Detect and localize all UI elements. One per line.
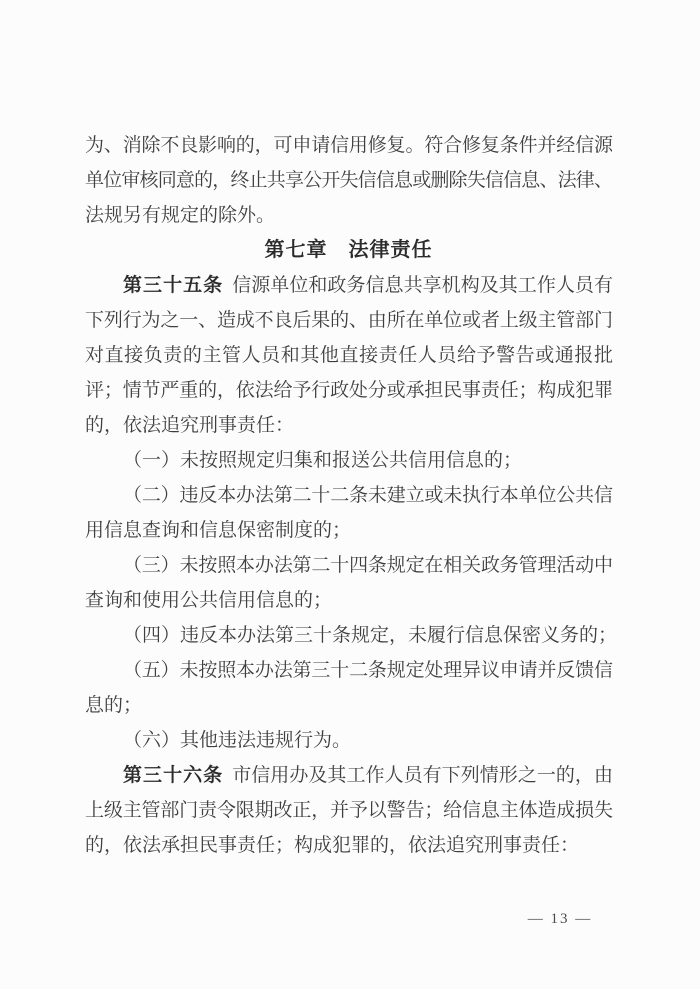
article-36-line: 的，依法承担民事责任；构成犯罪的，依法追究刑事责任： xyxy=(85,835,580,856)
article-36-number: 第三十六条 xyxy=(123,765,224,786)
article-36-opening-text: 市信用办及其工作人员有下列情形之一的，由 xyxy=(232,765,612,786)
intro-paragraph-line: 法规另有规定的除外。 xyxy=(85,205,276,226)
article-35-number: 第三十五条 xyxy=(123,275,224,296)
article-35-item-5-line: （五）未按照本办法第三十二条规定处理异议申请并反馈信 xyxy=(123,660,612,681)
article-35-item-3-line: （三）未按照本办法第二十四条规定在相关政务管理活动中 xyxy=(123,555,612,576)
body-text xyxy=(85,128,618,863)
article-35-line: 对直接负责的主管人员和其他直接责任人员给予警告或通报批 xyxy=(85,345,612,366)
article-35-item-2-line: （二）违反本办法第二十二条未建立或未执行本单位公共信 xyxy=(123,485,612,506)
article-35-opening-text: 信源单位和政务信息共享机构及其工作人员有 xyxy=(232,275,612,296)
article-35-line: 的，依法追究刑事责任： xyxy=(85,415,295,436)
article-35-item-6-line: （六）其他违法违规行为。 xyxy=(123,730,352,751)
intro-paragraph-line: 为、消除不良影响的，可申请信用修复。符合修复条件并经信源 xyxy=(85,135,612,156)
article-36-line: 上级主管部门责令限期改正，并予以警告；给信息主体造成损失 xyxy=(85,800,612,821)
article-35-line: 下列行为之一、造成不良后果的、由所在单位或者上级主管部门 xyxy=(85,310,612,331)
article-36-opening-line xyxy=(85,758,612,793)
article-35-line: 评；情节严重的，依法给予行政处分或承担民事责任；构成犯罪 xyxy=(85,380,612,401)
article-35-item-5-line: 息的； xyxy=(85,695,143,716)
article-35-item-3-line: 查询和使用公共信用信息的； xyxy=(85,590,333,611)
article-35-item-2-line: 用信息查询和信息保密制度的； xyxy=(85,520,352,541)
article-35-opening-line xyxy=(85,268,612,303)
chapter-heading: 第七章 法律责任 xyxy=(264,239,433,261)
article-35-item-4-line: （四）违反本办法第三十条规定，未履行信息保密义务的； xyxy=(123,625,618,646)
article-35-item-1-line: （一）未按照规定归集和报送公共信用信息的； xyxy=(123,450,523,471)
page-number: — 13 — xyxy=(527,911,593,927)
intro-paragraph-line: 单位审核同意的，终止共享公开失信信息或删除失信信息、法律、 xyxy=(85,170,612,191)
